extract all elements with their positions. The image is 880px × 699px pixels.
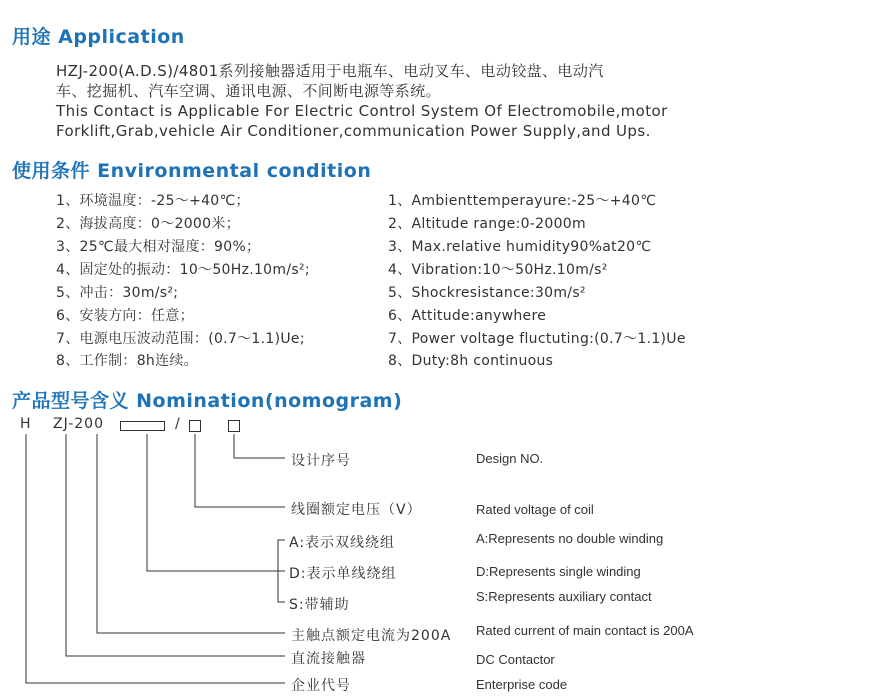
condition-en-7: 7、Power voltage fluctuting:(0.7～1.1)Ue (388, 331, 686, 347)
voltage-box (190, 421, 201, 432)
design-box (229, 421, 240, 432)
application-heading: 用途 Application (12, 26, 185, 48)
leader-dc (66, 434, 285, 656)
code-prefix-h: H (20, 416, 32, 432)
nomination-heading: 产品型号含义 Nomination(nomogram) (12, 390, 403, 412)
condition-en-3: 3、Max.relative humidity90%at20℃ (388, 239, 652, 255)
label-cn-auxiliary: S:带辅助 (289, 597, 350, 613)
application-line-4: Forklift,Grab,vehicle Air Conditioner,communication Power Supply,and Ups. (56, 122, 651, 140)
condition-en-6: 6、Attitude:anywhere (388, 308, 547, 324)
code-slash: / (175, 416, 181, 432)
label-en-design: Design NO. (476, 451, 544, 466)
label-cn-dc: 直流接触器 (291, 651, 366, 667)
application-line-3: This Contact is Applicable For Electric Control System Of Electromobile,motor (56, 102, 668, 120)
label-cn-voltage: 线圈额定电压（V） (291, 502, 422, 518)
condition-en-4: 4、Vibration:10～50Hz.10m/s² (388, 262, 608, 278)
condition-cn-2: 2、海拔高度：0～2000米； (56, 216, 240, 232)
label-en-winding-d: D:Represents single winding (476, 564, 641, 579)
condition-cn-8: 8、工作制：8h连续。 (56, 353, 198, 369)
suffix-box (121, 422, 165, 431)
label-cn-winding-d: D:表示单线绕组 (289, 566, 397, 582)
label-en-current: Rated current of main contact is 200A (476, 623, 694, 638)
label-en-dc: DC Contactor (476, 652, 555, 667)
condition-cn-7: 7、电源电压波动范围：(0.7～1.1)Ue; (56, 331, 305, 347)
code-zj-200: ZJ-200 (53, 416, 104, 432)
condition-en-5: 5、Shockresistance:30m/s² (388, 285, 586, 301)
condition-en-1: 1、Ambienttemperayure:-25～+40℃ (388, 193, 657, 209)
condition-cn-1: 1、环境温度：-25～+40℃； (56, 193, 250, 209)
condition-en-8: 8、Duty:8h continuous (388, 353, 554, 369)
leader-enterprise (26, 434, 285, 683)
label-cn-current: 主触点额定电流为200A (291, 628, 452, 644)
label-en-auxiliary: S:Represents auxiliary contact (476, 589, 652, 604)
condition-en-2: 2、Altitude range:0-2000m (388, 216, 586, 232)
label-en-winding-a: A:Represents no double winding (476, 531, 664, 546)
leader-design (234, 434, 285, 458)
label-cn-design: 设计序号 (291, 453, 351, 469)
environment-heading: 使用条件 Environmental condition (12, 160, 372, 182)
condition-cn-4: 4、固定处的振动：10～50Hz.10m/s²; (56, 262, 310, 278)
label-en-enterprise: Enterprise code (476, 677, 568, 692)
label-cn-enterprise: 企业代号 (291, 678, 351, 694)
condition-cn-3: 3、25℃最大相对湿度：90%； (56, 239, 261, 255)
condition-cn-5: 5、冲击：30m/s²; (56, 285, 179, 301)
label-cn-winding-a: A:表示双线绕组 (289, 535, 396, 551)
label-en-voltage: Rated voltage of coil (476, 502, 594, 517)
application-line-1: HZJ-200(A.D.S)/4801系列接触器适用于电瓶车、电动叉车、电动铰盘、电动汽 (56, 62, 604, 80)
leader-winding (147, 434, 285, 571)
leader-voltage (195, 434, 285, 507)
leader-current (97, 434, 285, 633)
condition-cn-6: 6、安装方向：任意； (56, 308, 194, 324)
application-line-2: 车、挖掘机、汽车空调、通讯电源、不间断电源等系统。 (56, 82, 442, 100)
